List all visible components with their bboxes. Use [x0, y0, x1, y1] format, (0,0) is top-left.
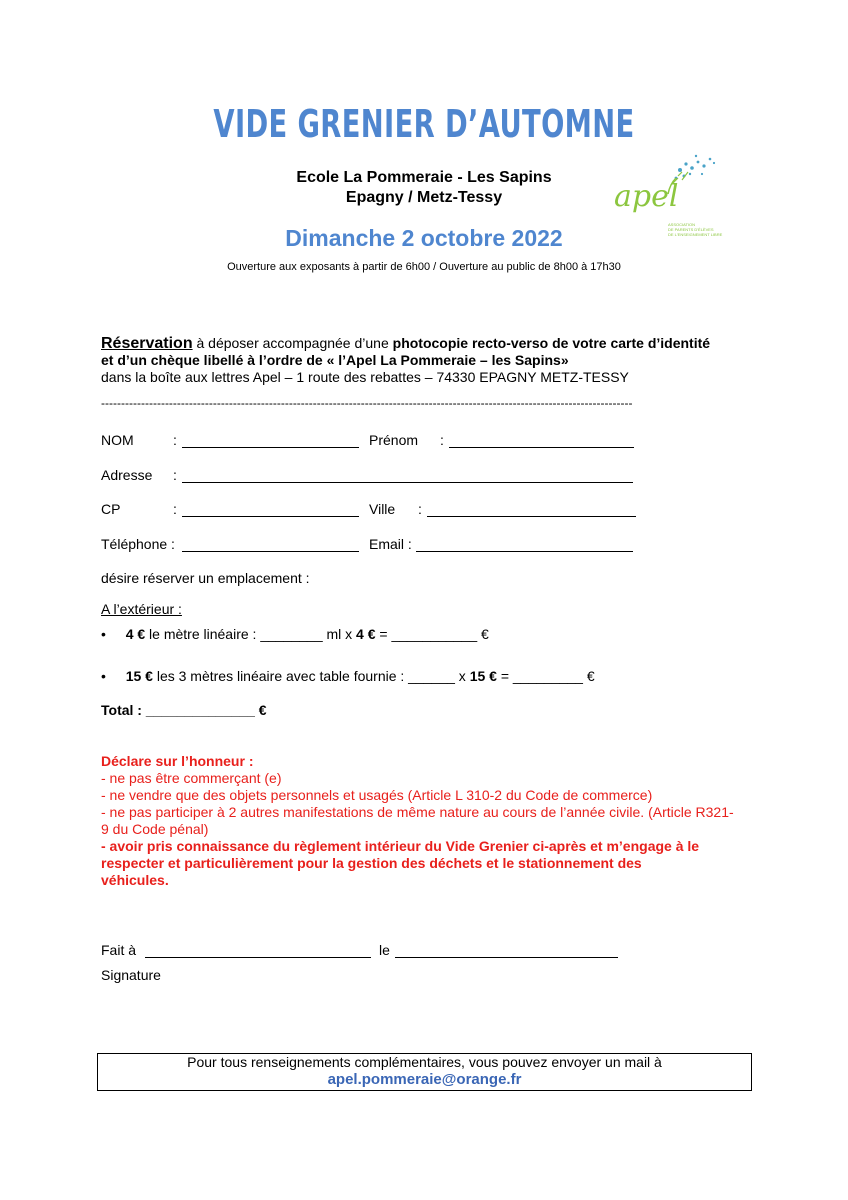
separator-line: ------------------------------------------------------------------------------------------------------------------------------------- — [101, 396, 633, 410]
pricing-option-2[interactable] — [101, 668, 595, 685]
declaration-item: 9 du Code pénal) — [101, 821, 209, 837]
opening-hours: Ouverture aux exposants à partir de 6h00 / Ouverture au public de 8h00 à 17h30 — [227, 261, 621, 273]
contact-email-link[interactable]: apel.pommeraie@orange.fr — [327, 1071, 522, 1088]
page-title: VIDE GRENIER D’AUTOMNE — [213, 102, 635, 146]
signature-label: Signature — [101, 967, 161, 983]
cp-label: CP — [101, 501, 121, 517]
reservation-instructions — [101, 335, 761, 386]
exterieur-heading: A l’extérieur : — [101, 601, 182, 617]
nom-field[interactable] — [182, 447, 359, 448]
declaration-item-bold: respecter et particulièrement pour la gestion des déchets et le stationnement des — [101, 855, 642, 871]
reservation-id-copy: photocopie recto-verso de votre carte d’identité — [392, 335, 711, 351]
logo-tagline-line: DE PARENTS D'ÉLÈVES — [668, 227, 714, 232]
cp-field[interactable] — [182, 516, 359, 517]
reservation-cheque: et d’un chèque libellé à l’ordre de « l’Apel La Pommeraie – les Sapins» — [101, 352, 569, 368]
price-multiplier: 15 € — [469, 668, 497, 684]
price-value: 15 € — [125, 668, 153, 684]
telephone-field[interactable] — [182, 551, 359, 552]
date-field[interactable] — [395, 957, 618, 958]
logo-word: apel — [614, 179, 679, 214]
declaration-item: - ne vendre que des objets personnels et usagés (Article L 310-2 du Code de commerce) — [101, 787, 653, 803]
colon: : — [173, 501, 177, 517]
declaration — [101, 753, 761, 889]
school-name: Ecole La Pommeraie - Les Sapins — [296, 169, 552, 186]
price-desc: les 3 mètres linéaire avec table fournie : ______ x — [152, 668, 470, 684]
colon: : — [173, 432, 177, 448]
colon: : — [440, 432, 444, 448]
nom-label: NOM — [101, 432, 134, 448]
declaration-item: - ne pas être commerçant (e) — [101, 770, 282, 786]
ville-label: Ville — [369, 501, 396, 517]
reserve-statement: désire réserver un emplacement : — [101, 570, 310, 586]
email-field[interactable] — [416, 551, 633, 552]
reservation-address: dans la boîte aux lettres Apel – 1 route des rebattes – 74330 EPAGNY METZ-TESSY — [101, 369, 629, 385]
declaration-heading: Déclare sur l’honneur : — [101, 753, 254, 769]
contact-box — [97, 1053, 752, 1091]
declaration-item: - ne pas participer à 2 autres manifestations de même nature au cours de l’année civile. (Article R321- — [101, 804, 734, 820]
event-date: Dimanche 2 octobre 2022 — [285, 225, 563, 251]
le-label: le — [379, 942, 390, 958]
school-location: Epagny / Metz-Tessy — [345, 189, 503, 206]
price-value: 4 € — [125, 626, 146, 642]
email-label: Email : — [369, 536, 412, 552]
declaration-item-bold: véhicules. — [101, 872, 169, 888]
price-result: = _________ € — [496, 668, 595, 684]
contact-text: Pour tous renseignements complémentaires, vous pouvez envoyer un mail à — [187, 1054, 662, 1070]
prenom-label: Prénom — [369, 432, 419, 448]
price-multiplier: 4 € — [356, 626, 376, 642]
adresse-label: Adresse — [101, 467, 153, 483]
pricing-option-1[interactable] — [101, 626, 489, 643]
prenom-field[interactable] — [449, 447, 634, 448]
bullet-icon: • — [101, 668, 106, 684]
logo-tagline-line: ASSOCIATION — [668, 222, 696, 227]
price-result: = ___________ € — [375, 626, 489, 642]
total-field[interactable]: Total : ______________ € — [101, 702, 267, 718]
apel-logo — [612, 150, 732, 245]
logo-tagline — [668, 222, 722, 237]
bullet-icon: • — [101, 626, 106, 642]
adresse-field[interactable] — [182, 482, 633, 483]
ville-field[interactable] — [427, 516, 636, 517]
colon: : — [173, 467, 177, 483]
reservation-label: Réservation — [101, 335, 193, 352]
reservation-intro: à déposer accompagnée d’une — [192, 335, 393, 351]
fait-field[interactable] — [145, 957, 371, 958]
declaration-item-bold: - avoir pris connaissance du règlement intérieur du Vide Grenier ci-après et m’engage à le — [101, 838, 700, 854]
fait-label: Fait à — [101, 942, 137, 958]
logo-tagline-line: DE L'ENSEIGNEMENT LIBRE — [668, 232, 723, 237]
price-desc: le mètre linéaire : ________ ml x — [145, 626, 357, 642]
telephone-label: Téléphone : — [101, 536, 175, 552]
colon: : — [418, 501, 422, 517]
